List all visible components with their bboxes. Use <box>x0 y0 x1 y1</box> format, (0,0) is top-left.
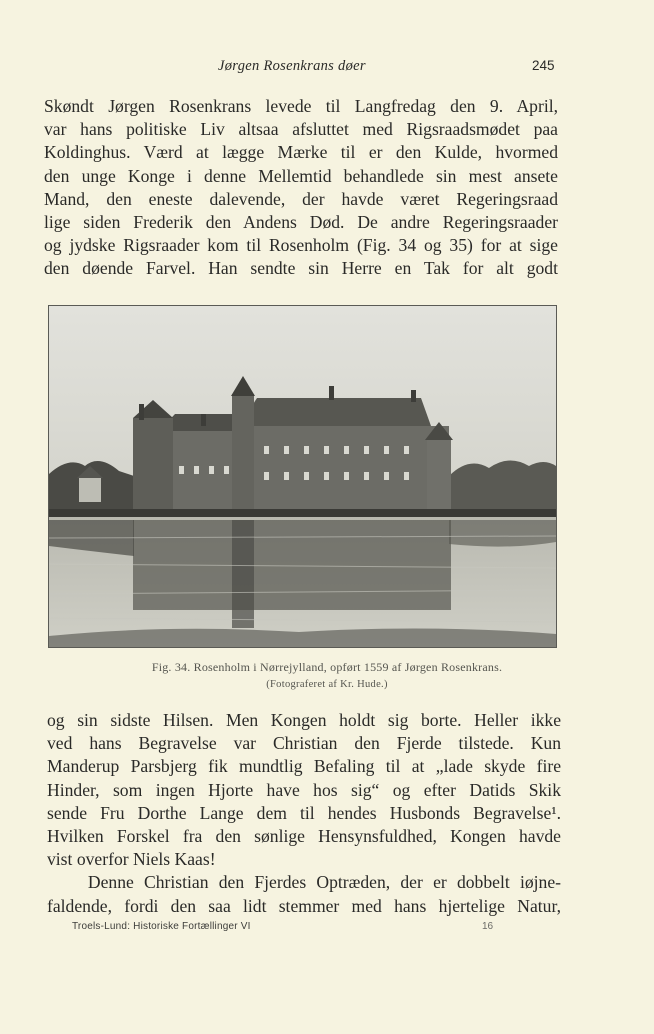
text-line: ved hans Begravelse var Christian den Fjerde tilstede. Kun <box>47 733 561 754</box>
text-line: og sin sidste Hilsen. Men Kongen holdt sig borte. Heller ikke <box>47 710 561 730</box>
figure-caption: Fig. 34. Rosenholm i Nørrejylland, opført 1559 af Jørgen Rosenkrans. <box>151 660 503 674</box>
text-line: Denne Christian den Fjerdes Optræden, der er dobbelt iøjne- <box>47 872 561 893</box>
text-line: Hinder, som ingen Hjorte have hos sig“ og efter Datids Skik <box>47 779 561 800</box>
running-head-title: Jørgen Rosenkrans døer <box>218 58 366 74</box>
paragraph-1 <box>44 95 558 281</box>
text-line: og jydske Rigsraader kom til Rosenholm (Fig. 34 og 35) for at sige <box>44 235 558 256</box>
text-line: var hans politiske Liv altsaa afsluttet med Rigsraadsmødet paa <box>44 119 558 140</box>
sheet-signature: 16 <box>482 921 494 932</box>
figure-photo-rosenholm <box>48 305 557 648</box>
figure-credit: (Fotograferet af Kr. Hude.) <box>266 679 388 690</box>
text-line: Skøndt Jørgen Rosenkrans levede til Langfredag den 9. April, <box>44 96 558 116</box>
footer-signature-line: Troels-Lund: Historiske Fortællinger VI <box>72 921 251 932</box>
castle-photo-illustration <box>49 306 556 647</box>
text-line: lige siden Frederik den Andens Død. De andre Regeringsraader <box>44 212 558 233</box>
text-line: vist overfor Niels Kaas! <box>47 849 216 870</box>
paragraph-2 <box>47 709 561 918</box>
text-line: Mand, den eneste dalevende, der havde været Regeringsraad <box>44 188 558 209</box>
text-line: sende Fru Dorthe Lange dem til hendes Husbonds Begravelse¹. <box>47 802 561 823</box>
text-line: den døende Farvel. Han sendte sin Herre en Tak for alt godt <box>44 258 558 279</box>
text-line: faldende, fordi den saa lidt stemmer med hans hjertelige Natur, <box>47 895 561 916</box>
text-line: Manderup Parsbjerg fik mundtlig Befaling til at „lade skyde fire <box>47 756 561 777</box>
text-line: Hvilken Forskel fra den sønlige Hensynsfuldhed, Kongen havde <box>47 826 561 847</box>
text-line: Koldinghus. Værd at lægge Mærke til er den Kulde, hvormed <box>44 142 558 163</box>
running-head <box>0 58 654 78</box>
page-number: 245 <box>532 58 555 73</box>
text-line: den unge Konge i denne Mellemtid behandlede sin mest ansete <box>44 165 558 186</box>
